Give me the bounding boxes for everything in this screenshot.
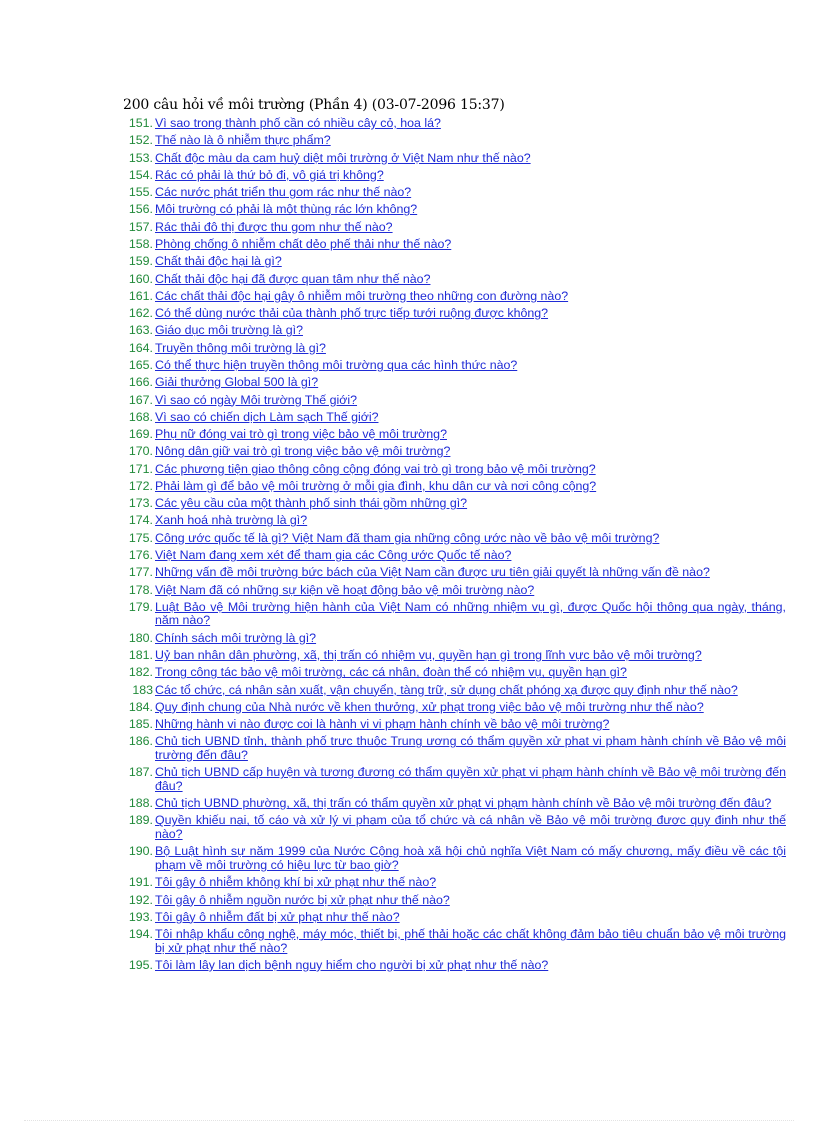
question-link[interactable]: Môi trường có phải là một thùng rác lớn không? — [155, 202, 418, 217]
item-number: 190. — [128, 844, 153, 859]
list-item — [118, 497, 786, 511]
question-link[interactable]: Phải làm gì để bảo vệ môi trường ở mỗi gia đình, khu dân cư và nơi công cộng? — [155, 478, 597, 493]
item-number: 174. — [128, 513, 153, 528]
item-number: 189. — [128, 813, 153, 828]
question-link[interactable]: Vì sao có ngày Môi trường Thế giới? — [155, 392, 358, 407]
question-link[interactable]: Chủ tịch UBND cấp huyện và tương đương có thẩm quyền xử phạt vi phạm hành chính về Bảo vệ môi trường đến đâu? — [155, 765, 786, 793]
list-item — [118, 445, 786, 459]
list-item — [118, 463, 786, 477]
list-item — [118, 152, 786, 166]
question-link[interactable]: Chất thải độc hại đã được quan tâm như thế nào? — [155, 271, 431, 286]
question-link[interactable]: Thế nào là ô nhiễm thực phẩm? — [155, 133, 331, 148]
question-link[interactable]: Các tổ chức, cá nhân sản xuất, vận chuyển, tàng trữ, sử dụng chất phóng xạ được quy định như thế nào? — [155, 682, 738, 697]
question-link[interactable]: Các phương tiện giao thông công cộng đóng vai trò gì trong bảo vệ môi trường? — [155, 461, 596, 476]
item-number: 163. — [128, 323, 153, 338]
item-number: 164. — [128, 340, 153, 355]
list-item — [118, 797, 786, 811]
item-number: 175. — [128, 530, 153, 545]
list-item — [118, 584, 786, 598]
document-title: 200 câu hỏi về môi trường (Phần 4) (03-07-2096 15:37) — [123, 97, 505, 113]
list-item — [118, 342, 786, 356]
question-list — [118, 117, 786, 976]
item-number: 184. — [128, 699, 153, 714]
item-number: 157. — [128, 219, 153, 234]
list-item — [118, 324, 786, 338]
list-item — [118, 134, 786, 148]
list-item — [118, 684, 786, 698]
question-link[interactable]: Truyền thông môi trường là gì? — [155, 340, 326, 355]
list-item — [118, 428, 786, 442]
list-item — [118, 876, 786, 890]
item-number: 182. — [128, 665, 153, 680]
question-link[interactable]: Phòng chống ô nhiễm chất dẻo phế thải như thế nào? — [155, 236, 452, 251]
question-link[interactable]: Chất thải độc hại là gì? — [155, 254, 282, 269]
question-link[interactable]: Có thể dùng nước thải của thành phố trực tiếp tưới ruộng được không? — [155, 306, 549, 321]
list-item — [118, 814, 786, 841]
item-number: 162. — [128, 306, 153, 321]
question-link[interactable]: Trong công tác bảo vệ môi trường, các cá nhân, đoàn thể có nhiệm vụ, quyền hạn gì? — [155, 665, 627, 680]
item-number: 187. — [128, 765, 153, 780]
list-item — [118, 169, 786, 183]
item-number: 173. — [128, 496, 153, 511]
question-link[interactable]: Tôi nhập khẩu công nghệ, máy móc, thiết bị, phế thải hoặc các chất không đảm bảo tiêu chuẩn bảo vệ môi trường bị xử phạt như thế nào? — [155, 927, 786, 955]
list-item — [118, 601, 786, 628]
question-link[interactable]: Việt Nam đã có những sự kiện về hoạt động bảo vệ môi trường nào? — [155, 582, 535, 597]
item-number: 166. — [128, 375, 153, 390]
list-item — [118, 514, 786, 528]
question-link[interactable]: Vì sao trong thành phố cần có nhiều cây cỏ, hoa lá? — [155, 116, 441, 130]
item-number: 160. — [128, 271, 153, 286]
list-item — [118, 273, 786, 287]
question-link[interactable]: Luật Bảo vệ Môi trường hiện hành của Việt Nam có những nhiệm vụ gì, được Quốc hội thông qua ngày, tháng, năm nào? — [155, 599, 786, 628]
item-number: 159. — [128, 254, 153, 269]
page-bottom-border — [24, 1120, 794, 1121]
item-number: 195. — [128, 957, 153, 972]
question-link[interactable]: Giải thưởng Global 500 là gì? — [155, 375, 319, 390]
item-number: 151. — [128, 116, 153, 130]
question-link[interactable]: Tôi gây ô nhiễm không khí bị xử phạt như thế nào? — [155, 875, 437, 890]
item-number: 153. — [128, 150, 153, 165]
question-link[interactable]: Rác có phải là thứ bỏ đi, vô giá trị không? — [155, 167, 384, 182]
list-item — [118, 928, 786, 955]
question-link[interactable]: Các nước phát triển thu gom rác như thế nào? — [155, 185, 412, 200]
item-number: 192. — [128, 892, 153, 907]
item-number: 183 — [132, 682, 153, 697]
item-number: 185. — [128, 717, 153, 732]
list-item — [118, 566, 786, 580]
question-link[interactable]: Việt Nam đang xem xét để tham gia các Công ước Quốc tế nào? — [155, 548, 512, 563]
item-number: 168. — [128, 409, 153, 424]
question-link[interactable]: Có thể thực hiện truyền thông môi trường qua các hình thức nào? — [155, 357, 518, 372]
item-number: 167. — [128, 392, 153, 407]
question-link[interactable]: Vì sao có chiến dịch Làm sạch Thế giới? — [155, 409, 379, 424]
list-item — [118, 480, 786, 494]
question-link[interactable]: Rác thải đô thị được thu gom như thế nào? — [155, 219, 393, 234]
question-link[interactable]: Uỷ ban nhân dân phường, xã, thị trấn có nhiệm vụ, quyền hạn gì trong lĩnh vực bảo vệ môi trường? — [155, 648, 702, 663]
item-number: 172. — [128, 478, 153, 493]
list-item — [118, 203, 786, 217]
item-number: 155. — [128, 185, 153, 200]
item-number: 180. — [128, 630, 153, 645]
list-item — [118, 238, 786, 252]
item-number: 165. — [128, 357, 153, 372]
item-number: 161. — [128, 288, 153, 303]
item-number: 152. — [128, 133, 153, 148]
question-link[interactable]: Bộ Luật hình sự năm 1999 của Nước Cộng hoà xã hội chủ nghĩa Việt Nam có mấy chương, mấy điều về các tội phạm về môi trường có hiệu lực từ bao giờ? — [155, 844, 786, 872]
list-item — [118, 186, 786, 200]
list-item — [118, 255, 786, 269]
list-item — [118, 411, 786, 425]
question-link[interactable]: Xanh hoá nhà trường là gì? — [155, 513, 308, 528]
question-link[interactable]: Tôi làm lây lan dịch bệnh nguy hiểm cho người bị xử phạt như thế nào? — [155, 957, 549, 972]
list-item — [118, 117, 786, 131]
question-link[interactable]: Nông dân giữ vai trò gì trong việc bảo vệ môi trường? — [155, 444, 451, 459]
list-item — [118, 549, 786, 563]
question-link[interactable]: Quyền khiếu nại, tố cáo và xử lý vi phạm của tổ chức và cá nhân về Bảo vệ môi trường được quy định như thế nào? — [155, 813, 786, 842]
list-item — [118, 701, 786, 715]
list-item — [118, 632, 786, 646]
question-link[interactable]: Những vấn đề môi trường bức bách của Việt Nam cần được ưu tiên giải quyết là những vấn đề nào? — [155, 565, 710, 580]
question-link[interactable]: Quy định chung của Nhà nước về khen thưởng, xử phạt trong việc bảo vệ môi trường như thế nào? — [155, 699, 704, 714]
question-link[interactable]: Các chất thải độc hại gây ô nhiễm môi trường theo những con đường nào? — [155, 288, 569, 303]
question-link[interactable]: Giáo dục môi trường là gì? — [155, 323, 303, 338]
list-item — [118, 532, 786, 546]
item-number: 191. — [128, 875, 153, 890]
item-number: 177. — [128, 565, 153, 580]
list-item — [118, 649, 786, 663]
list-item — [118, 376, 786, 390]
item-number: 171. — [128, 461, 153, 476]
question-link[interactable]: Chủ tịch UBND phường, xã, thị trấn có thẩm quyền xử phạt vi phạm hành chính về Bảo vệ môi trường đến đâu? — [155, 796, 772, 811]
list-item — [118, 959, 786, 973]
question-link[interactable]: Phụ nữ đóng vai trò gì trong việc bảo vệ môi trường? — [155, 427, 447, 442]
list-item — [118, 735, 786, 762]
question-link[interactable]: Các yêu cầu của một thành phố sinh thái gồm những gì? — [155, 496, 468, 511]
question-link[interactable]: Chất độc màu da cam huỷ diệt môi trường ở Việt Nam như thế nào? — [155, 150, 531, 165]
item-number: 181. — [128, 648, 153, 663]
item-number: 169. — [128, 427, 153, 442]
list-item — [118, 845, 786, 872]
question-link[interactable]: Chính sách môi trường là gì? — [155, 630, 317, 645]
question-link[interactable]: Chủ tịch UBND tỉnh, thành phố trực thuộc Trung ương có thẩm quyền xử phạt vi phạm hành chính về Bảo vệ môi trường đến đâu? — [155, 734, 786, 763]
list-item — [118, 221, 786, 235]
question-link[interactable]: Tôi gây ô nhiễm đất bị xử phạt như thế nào? — [155, 909, 400, 924]
list-item — [118, 894, 786, 908]
item-number: 179. — [128, 599, 153, 614]
item-number: 194. — [128, 927, 153, 942]
item-number: 188. — [128, 796, 153, 811]
item-number: 186. — [128, 734, 153, 749]
list-item — [118, 359, 786, 373]
list-item — [118, 394, 786, 408]
question-link[interactable]: Những hành vi nào được coi là hành vi vi phạm hành chính về bảo vệ môi trường? — [155, 717, 610, 732]
question-link[interactable]: Tôi gây ô nhiễm nguồn nước bị xử phạt như thế nào? — [155, 892, 450, 907]
list-item — [118, 766, 786, 793]
list-item — [118, 666, 786, 680]
item-number: 154. — [128, 167, 153, 182]
item-number: 170. — [128, 444, 153, 459]
list-item — [118, 718, 786, 732]
question-link[interactable]: Công ước quốc tế là gì? Việt Nam đã tham gia những công ước nào về bảo vệ môi trường? — [155, 530, 660, 545]
item-number: 178. — [128, 582, 153, 597]
item-number: 193. — [128, 909, 153, 924]
item-number: 158. — [128, 236, 153, 251]
list-item — [118, 911, 786, 925]
list-item — [118, 307, 786, 321]
item-number: 156. — [128, 202, 153, 217]
list-item — [118, 290, 786, 304]
item-number: 176. — [128, 548, 153, 563]
